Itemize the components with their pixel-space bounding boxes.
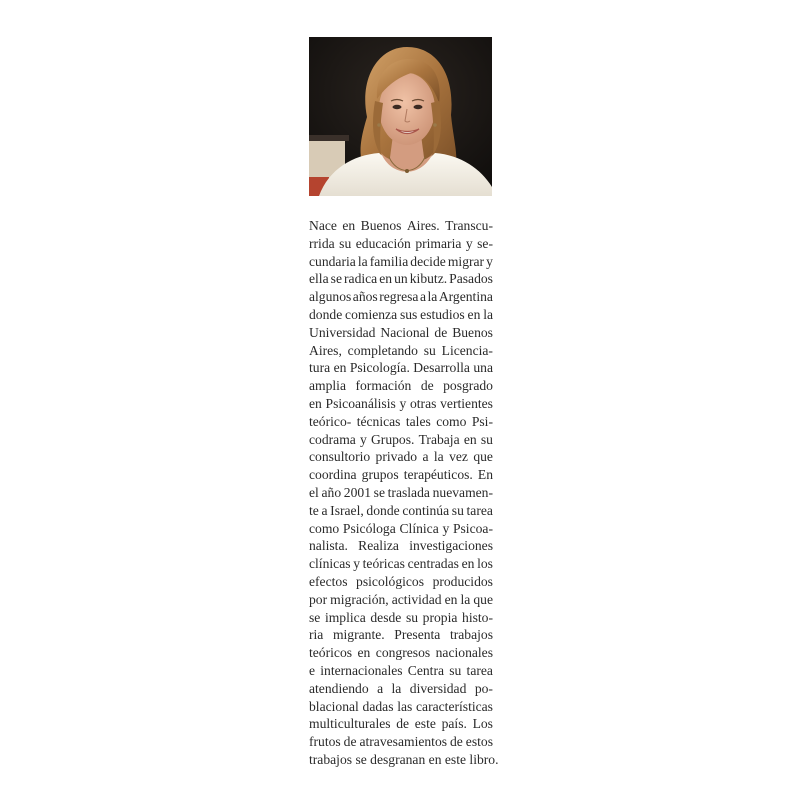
bio-word: en: [467, 306, 481, 322]
bio-word: 2001: [343, 484, 371, 500]
bio-word: en: [357, 645, 371, 661]
bio-word: se: [330, 271, 342, 287]
bio-line: [309, 342, 493, 360]
bio-line: [309, 751, 499, 769]
bio-word: Centra: [407, 662, 445, 678]
bio-word: vertientes: [440, 395, 493, 411]
bio-word: como: [309, 520, 340, 536]
bio-word: algunos: [309, 289, 352, 305]
bio-word: de: [396, 716, 410, 732]
bio-word: país.: [441, 716, 467, 732]
bio-word: Pasados: [449, 271, 493, 287]
bio-word: Psicóloga: [342, 520, 396, 536]
bio-word: la: [433, 449, 444, 465]
bio-word: diversidad: [409, 680, 467, 696]
bio-word: Aires,: [309, 342, 342, 358]
bio-word: nacionales: [435, 645, 493, 661]
bio-word: primaria: [415, 235, 462, 251]
bio-word: su: [451, 502, 464, 518]
bio-word: que: [473, 449, 493, 465]
bio-word: donde: [309, 306, 343, 322]
bio-word: investigaciones: [409, 538, 493, 554]
bio-word: se: [373, 484, 385, 500]
bio-word: efectos: [309, 573, 348, 589]
bio-word: implica: [324, 609, 366, 625]
bio-word: Universidad: [309, 324, 376, 340]
bio-word: las: [397, 698, 413, 714]
bio-word: codrama: [309, 431, 356, 447]
bio-word: psicológicos: [356, 573, 425, 589]
bio-word: en: [379, 271, 393, 287]
bio-word: multiculturales: [309, 716, 391, 732]
bio-line: [309, 270, 493, 288]
bio-word: Grupos.: [370, 431, 415, 447]
bio-line: [309, 395, 493, 413]
bio-word: desgranan: [370, 751, 426, 767]
bio-line: [309, 662, 493, 680]
bio-word: y: [486, 253, 493, 269]
bio-word: tarea: [466, 662, 493, 678]
bio-word: Psicología.: [349, 360, 410, 376]
bio-word: este: [444, 751, 467, 767]
bio-word: Psi-: [471, 413, 493, 429]
bio-word: dadas: [362, 698, 394, 714]
bio-word: Nace: [309, 218, 337, 233]
bio-word: ria: [309, 627, 324, 643]
bio-word: en: [342, 218, 356, 233]
bio-word: continúa: [402, 502, 450, 518]
bio-word: de: [343, 734, 357, 750]
bio-word: actividad: [391, 591, 442, 607]
bio-word: trabajos: [449, 627, 493, 643]
bio-word: se-: [477, 235, 493, 251]
bio-word: regresa: [379, 289, 419, 305]
bio-word: por: [309, 591, 328, 607]
bio-word: consultorio: [309, 449, 371, 465]
bio-line: [309, 591, 493, 609]
bio-word: Realiza: [358, 538, 399, 554]
bio-word: en: [461, 556, 475, 572]
bio-word: Israel,: [330, 502, 364, 518]
bio-word: teórico-: [309, 413, 352, 429]
bio-line: [309, 484, 493, 502]
bio-word: donde: [366, 502, 400, 518]
bio-word: años: [352, 289, 378, 305]
bio-word: propia: [422, 609, 458, 625]
bio-word: frutos: [309, 734, 341, 750]
bio-word: producidos: [432, 573, 493, 589]
author-portrait-image: [309, 37, 492, 196]
bio-word: en: [333, 360, 347, 376]
bio-word: e: [309, 662, 316, 678]
bio-line: [309, 537, 493, 555]
bio-word: po-: [474, 680, 493, 696]
bio-word: internacionales: [320, 662, 403, 678]
bio-line: [309, 626, 493, 644]
bio-word: y: [465, 235, 473, 251]
bio-word: características: [416, 698, 493, 714]
bio-word: la: [460, 591, 471, 607]
bio-word: en: [463, 431, 477, 447]
bio-word: de: [420, 378, 434, 394]
bio-word: su: [480, 431, 493, 447]
bio-word: su: [405, 609, 419, 625]
bio-line: [309, 359, 493, 377]
bio-word: año: [321, 484, 342, 500]
bio-word: rrida: [309, 235, 335, 251]
bio-word: su: [449, 662, 462, 678]
bio-word: se: [355, 751, 367, 767]
bio-word: atravesamientos: [359, 734, 448, 750]
bio-word: Presenta: [394, 627, 441, 643]
bio-word: el: [309, 484, 319, 500]
bio-word: estos: [465, 734, 493, 750]
bio-word: kibutz.: [409, 271, 448, 287]
bio-word: En: [477, 467, 493, 483]
bio-word: radica: [344, 271, 378, 287]
bio-word: tales: [405, 413, 431, 429]
bio-word: atendiendo: [309, 680, 369, 696]
bio-line: [309, 680, 493, 698]
bio-line: [309, 377, 493, 395]
bio-word: trabajos: [309, 751, 353, 767]
bio-word: blacional: [309, 698, 359, 714]
bio-word: un: [394, 271, 408, 287]
bio-word: a: [419, 289, 427, 305]
bio-word: coordina: [309, 467, 357, 483]
bio-line: [309, 520, 493, 538]
bio-word: nalista.: [309, 538, 348, 554]
bio-word: y: [353, 556, 360, 572]
bio-word: en: [309, 395, 322, 411]
bio-word: posgrado: [443, 378, 493, 394]
bio-word: Psicoa-: [452, 520, 493, 536]
bio-line: [309, 217, 493, 235]
bio-word: Trabaja: [418, 431, 460, 447]
bio-word: la: [427, 289, 438, 305]
bio-line: [309, 644, 493, 662]
bio-word: familia: [369, 253, 409, 269]
bio-word: libro.: [469, 751, 499, 767]
bio-word: la: [357, 253, 368, 269]
bio-word: como: [436, 413, 467, 429]
bio-word: otras: [409, 395, 437, 411]
bio-line: [309, 698, 493, 716]
bio-word: y: [442, 520, 450, 536]
bio-word: decide: [410, 253, 446, 269]
bio-word: a: [321, 502, 328, 518]
bio-line: [309, 324, 493, 342]
bio-word: histo-: [462, 609, 493, 625]
bio-word: su: [339, 235, 352, 251]
bio-word: de: [434, 324, 448, 340]
bio-word: en: [444, 591, 458, 607]
bio-line: [309, 448, 493, 466]
bio-word: estudios: [420, 306, 465, 322]
bio-word: Clínica: [399, 520, 439, 536]
bio-word: nuevamen-: [432, 484, 493, 500]
bio-word: técnicas: [356, 413, 401, 429]
bio-word: traslada: [387, 484, 430, 500]
bio-word: privado: [375, 449, 418, 465]
bio-word: que: [473, 591, 493, 607]
bio-word: y: [399, 395, 407, 411]
bio-word: formación: [355, 378, 412, 394]
bio-word: Licencia-: [441, 342, 493, 358]
bio-word: tura: [309, 360, 331, 376]
bio-word: migrante.: [332, 627, 385, 643]
bio-line: [309, 502, 493, 520]
bio-word: en: [428, 751, 442, 767]
bio-word: grupos: [361, 467, 399, 483]
bio-line: [309, 431, 493, 449]
author-photo: [309, 37, 492, 196]
bio-word: a: [377, 680, 384, 696]
author-biography: [309, 217, 499, 769]
bio-word: Nacional: [380, 324, 430, 340]
bio-word: se: [309, 609, 321, 625]
bio-word: ella: [309, 271, 329, 287]
bio-word: completando: [347, 342, 418, 358]
bio-line: [309, 288, 493, 306]
bio-word: vez: [449, 449, 468, 465]
bio-word: desde: [370, 609, 402, 625]
bio-word: cundaria: [309, 253, 356, 269]
bio-word: sus: [399, 306, 418, 322]
bio-word: teóricos: [309, 645, 353, 661]
bio-line: [309, 306, 493, 324]
bio-word: educación: [355, 235, 411, 251]
bio-word: Buenos: [452, 324, 493, 340]
bio-word: y: [359, 431, 367, 447]
bio-word: tarea: [466, 502, 493, 518]
bio-line: [309, 609, 493, 627]
bio-word: a: [422, 449, 429, 465]
bio-word: te: [309, 502, 319, 518]
bio-word: clínicas: [309, 556, 351, 572]
bio-line: [309, 555, 493, 573]
bio-word: centradas: [407, 556, 459, 572]
bio-word: Los: [472, 716, 493, 732]
bio-word: amplia: [309, 378, 346, 394]
bio-word: teóricas: [362, 556, 405, 572]
bio-word: Aires.: [406, 218, 440, 233]
bio-line: [309, 466, 493, 484]
bio-word: congresos: [375, 645, 431, 661]
bio-line: [309, 733, 493, 751]
bio-line: [309, 413, 493, 431]
bio-line: [309, 715, 493, 733]
bio-word: Desarrolla: [413, 360, 470, 376]
bio-line: [309, 253, 493, 271]
bio-word: su: [423, 342, 436, 358]
bio-word: una: [473, 360, 493, 376]
bio-word: Argentina: [438, 289, 493, 305]
bio-word: de: [450, 734, 463, 750]
bio-word: la: [483, 306, 493, 322]
bio-word: comienza: [345, 306, 398, 322]
bio-word: Transcu-: [445, 218, 493, 233]
bio-word: los: [477, 556, 493, 572]
bio-word: migración,: [330, 591, 389, 607]
bio-word: la: [391, 680, 402, 696]
bio-line: [309, 573, 493, 591]
bio-word: terapéuticos.: [403, 467, 473, 483]
bio-word: Psicoanálisis: [325, 395, 396, 411]
bio-word: Buenos: [360, 218, 402, 233]
bio-word: este: [414, 716, 436, 732]
bio-line: [309, 235, 493, 253]
bio-word: migrar: [447, 253, 485, 269]
